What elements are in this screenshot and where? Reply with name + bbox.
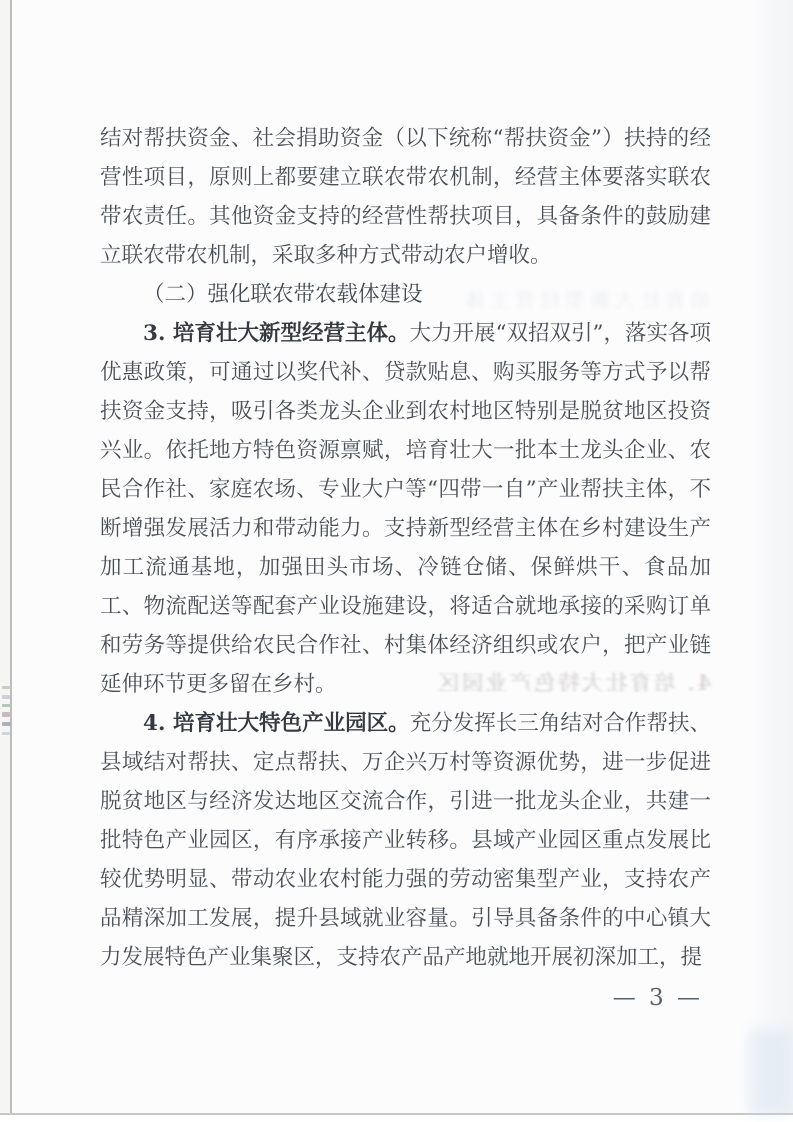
page-number: — 3 — xyxy=(612,985,703,1011)
bleedthrough-text: 培育壮大新型经营主体 xyxy=(460,288,710,312)
paragraph xyxy=(100,314,711,704)
item-heading-bold: 3. 培育壮大新型经营主体。 xyxy=(143,321,410,346)
item-heading-bold: 4. 培育壮大特色产业园区。 xyxy=(143,711,410,736)
bleedthrough-text: 4. 培育壮大特色产业园区 xyxy=(435,671,711,695)
body-text-run: （二）强化联农带农载体建设 xyxy=(143,282,423,307)
document-body xyxy=(100,119,711,977)
scanner-left-strip xyxy=(0,0,10,1115)
section-heading xyxy=(100,275,711,314)
body-text-run: 充分发挥长三角结对合作帮扶、县域结对帮扶、定点帮扶、万企兴万村等资源优势，进一步促进脱贫地区与经济发达地区交流合作，引进一批龙头企业，共建一批特色产业园区，有序承接产业转移。县域产业园区重点发展比较优势明显、带动农业农村能力强的劳动密集型产业，支持农产品精深加工发展，提升县域就业容量。引导具备条件的中心镇大力发展特色产业集聚区，支持农产品产地就地开展初深加工，提 xyxy=(100,711,711,970)
scan-edge-line-left xyxy=(10,0,12,1114)
scanner-bed-area xyxy=(0,1115,793,1122)
right-edge-shade xyxy=(747,0,793,1113)
body-text-run: 大力开展“双招双引”，落实各项优惠政策，可通过以奖代补、贷款贴息、购买服务等方式予以帮扶资金支持，吸引各类龙头企业到农村地区特别是脱贫地区投资兴业。依托地方特色资源禀赋，培育壮大一批本土龙头企业、农民合作社、家庭农场、专业大户等“四带一自”产业帮扶主体，不断增强发展活力和带动能力。支持新型经营主体在乡村建设生产加工流通基地，加强田头市场、冷链仓储、保鲜烘干、食品加工、物流配送等配套产业设施建设，将适合就地承接的采购订单和劳务等提供给农民合作社、村集体经济组织或农户，把产业链延伸环节更多留在乡村。 xyxy=(100,321,711,697)
paragraph xyxy=(100,119,711,275)
corner-tint-bottom-right xyxy=(749,1030,791,1114)
paragraph xyxy=(100,704,711,977)
binding-marks xyxy=(1,686,11,746)
body-text-run: 结对帮扶资金、社会捐助资金（以下统称“帮扶资金”）扶持的经营性项目，原则上都要建立联农带农机制，经营主体要落实联农带农责任。其他资金支持的经营性帮扶项目，具备条件的鼓励建立联农带农机制，采取多种方式带动农户增收。 xyxy=(100,126,711,268)
